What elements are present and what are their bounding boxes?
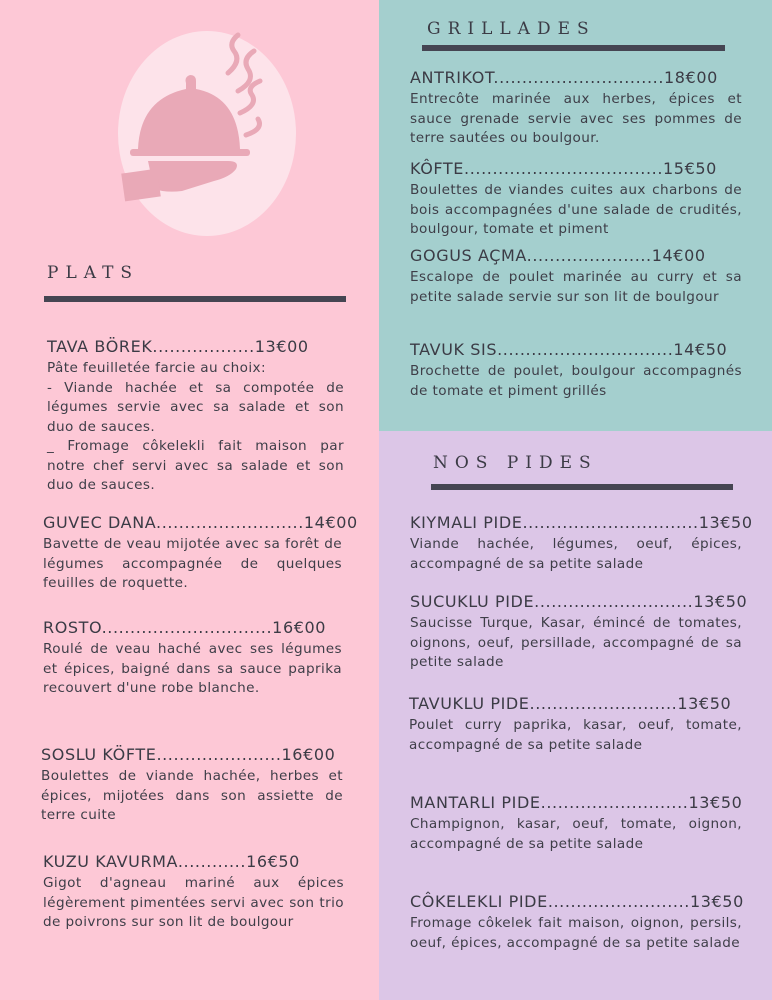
item-name: MANTARLI PIDE [410,793,541,812]
item-dots: ............................... [522,513,699,532]
item-price: 13€50 [689,892,744,911]
item-price: 13€50 [698,513,753,532]
item-dots: ...................... [526,246,652,265]
item-description: Poulet curry paprika, kasar, oeuf, tomate, accompagné de sa petite salade [409,717,742,753]
item-dots: .............................. [101,618,273,637]
item-description: Pâte feuilletée farcie au choix: - Viande hachée et sa compotée de légumes servie avec sa salade et son duo de sauces. _ Fromage côkelekli fait maison par notre chef servi avec sa salade et son duo de sauces. [47,360,344,493]
item-dots: ......................... [547,892,690,911]
item-name: SOSLU KÖFTE [41,745,157,764]
item-price: 14€00 [303,513,358,532]
item-name: ANTRIKOT [410,68,494,87]
item-description: Champignon, kasar, oeuf, tomate, oignon, accompagné de sa petite salade [410,816,742,852]
menu-item [410,159,742,240]
item-price: 13€50 [688,793,743,812]
item-description: Entrecôte marinée aux herbes, épices et sauce grenade servie avec ses pommes de terre sautées ou boulgour. [410,91,742,146]
item-price: 18€00 [664,68,718,87]
item-price: 13€00 [254,337,309,356]
item-dots: .......................... [156,513,304,532]
item-name: TAVUKLU PIDE [409,694,530,713]
plats-rule [44,296,346,302]
menu-item [410,246,742,307]
item-description: Gigot d'agneau mariné aux épices légèrement pimentées servi avec son trio de poivrons sur son lit de boulgour [43,875,344,930]
item-description: Roulé de veau haché avec ses légumes et épices, baigné dans sa sauce paprika recouvert d'une robe blanche. [43,641,342,696]
menu-item [47,337,344,496]
item-price: 16€00 [281,745,336,764]
menu-item [409,694,742,755]
grillades-rule [422,45,725,51]
item-description: Saucisse Turque, Kasar, émincé de tomates, oignons, oeuf, persillade, accompagné de sa petite salade [410,615,742,670]
item-dots: ............................... [497,340,674,359]
pides-panel [379,431,772,1000]
item-price: 13€50 [677,694,732,713]
item-name: ROSTO [43,618,102,637]
item-description: Fromage côkelek fait maison, oignon, persils, oeuf, épices, accompagné de sa petite salade [410,915,742,951]
item-name: CÔKELEKLI PIDE [410,892,548,911]
plats-title: PLATS [47,263,140,283]
menu-item [43,513,358,594]
item-name: GUVEC DANA [43,513,157,532]
menu-item [410,340,742,401]
menu-item [410,513,753,574]
menu-item [410,892,742,953]
item-price: 16€50 [246,852,300,871]
item-dots: .......................... [529,694,678,713]
plats-panel [0,0,379,1000]
item-description: Brochette de poulet, boulgour accompagnés de tomate et piment grillés [410,363,742,399]
item-description: Bavette de veau mijotée avec sa forêt de légumes accompagnée de quelques feuilles de roquette. [43,536,342,591]
item-dots: .................. [152,337,255,356]
item-description: Boulettes de viande hachée, herbes et épices, mijotées dans son assiette de terre cuite [41,768,343,823]
logo [118,31,296,236]
item-price: 16€00 [272,618,327,637]
item-name: KÔFTE [410,159,465,178]
item-dots: ...................... [156,745,282,764]
item-price: 13€50 [693,592,748,611]
item-price: 14€00 [651,246,706,265]
menu-item [43,618,342,699]
item-name: KIYMALI PIDE [410,513,523,532]
item-dots: .............................. [493,68,664,87]
item-dots: .......................... [540,793,689,812]
item-price: 15€50 [663,159,717,178]
item-description: Boulettes de viandes cuites aux charbons de bois accompagnées d'une salade de crudités, boulgour, tomate et piment [410,182,742,237]
grillades-title: GRILLADES [427,19,596,39]
menu-item [410,793,742,854]
item-dots: ................................... [464,159,664,178]
item-name: SUCUKLU PIDE [410,592,535,611]
pides-rule [431,484,733,490]
menu-item [41,745,343,826]
item-name: TAVA BÖREK [47,337,153,356]
item-name: GOGUS AÇMA [410,246,527,265]
item-price: 14€50 [673,340,728,359]
grillades-panel [379,0,772,431]
item-dots: ............................ [534,592,694,611]
menu-item [410,592,748,673]
item-description: Viande hachée, légumes, oeuf, épices, accompagné de sa petite salade [410,536,742,572]
item-description: Escalope de poulet marinée au curry et sa petite salade servie sur son lit de boulgour [410,269,742,305]
item-dots: ............ [177,852,247,871]
menu-item [43,852,344,933]
cloche-serving-hand-icon [118,31,296,236]
menu-item [410,68,742,149]
item-name: TAVUK SIS [410,340,498,359]
pides-title: NOS PIDES [433,453,598,473]
item-name: KUZU KAVURMA [43,852,178,871]
